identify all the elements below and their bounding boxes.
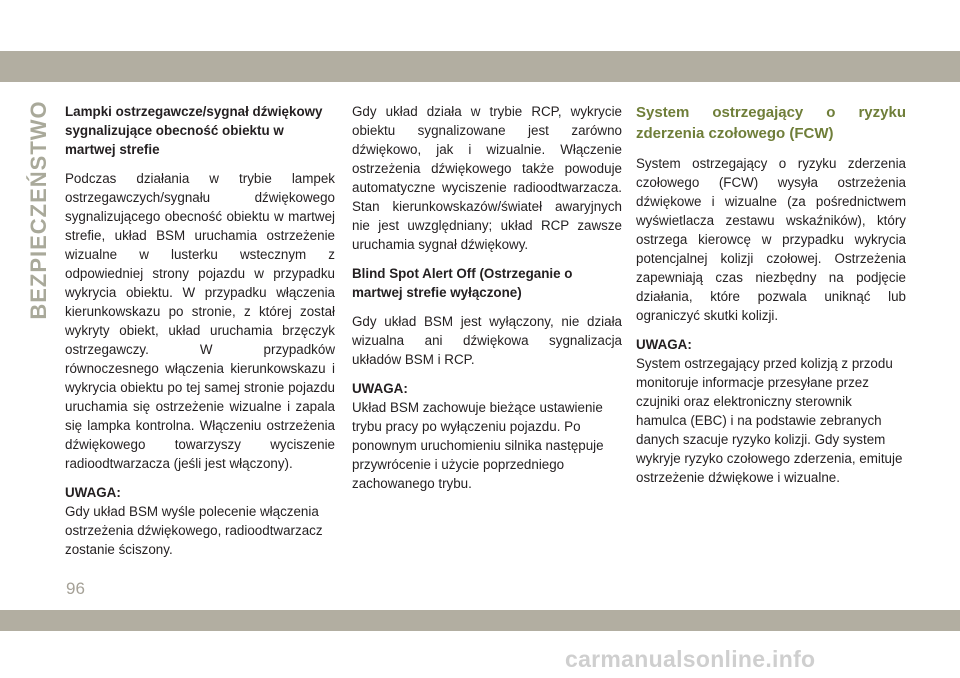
column-1-paragraph: Podczas działania w trybie lampek ostrzegawczych/sygnału dźwiękowego sygnalizującego obecność obiektu w martwej strefie, układ BSM uruchamia ostrzeżenie wizualne w lusterku wstecznym z odpowiedniej strony pojazdu w przypadku wykrycia obiektu. W przypadku włączenia kierunkowskazu po stronie, z której został wykryty obiekt, układ uruchamia brzęczyk ostrzegawczy. W przypadków równoczesnego włączenia kierunkowskazu i wykrycia obiektu po tej samej stronie pojazdu uruchamia się ostrzeżenie wizualne i zapala się lampka kontrolna. Włączeniu ostrzeżenia dźwiękowego towarzyszy wyciszenie radioodtwarzacza (jeśli jest włączony).: [65, 171, 335, 471]
column-2-heading: Blind Spot Alert Off (Ostrzeganie o martwej strefie wyłączone): [352, 266, 573, 300]
column-3-note: System ostrzegający przed kolizją z przodu monitoruje informacje przesyłane przez czujniki oraz elektroniczny sterownik hamulca (EBC) i na podstawie zebranych danych szacuje ryzyko kolizji. Gdy system wykryje ryzyko czołowego zderzenia, emituje ostrzeżenie dźwiękowe i wizualne.: [636, 356, 903, 485]
column-3-paragraph: System ostrzegający o ryzyku zderzenia czołowego (FCW) wysyła ostrzeżenia dźwiękowe i wizualne (za pośrednictwem wyświetlacza zestawu wskaźników), który ostrzega kierowcę w przypadku wykrycia potencjalnej kolizji czołowej. Ostrzeżenia zapewniają czas niezbędny na podjęcie działania, które pozwala uniknąć lub ograniczyć skutki kolizji.: [636, 156, 906, 323]
column-1-heading: Lampki ostrzegawcze/sygnał dźwiękowy sygnalizujące obecność obiektu w martwej strefie: [65, 104, 323, 157]
watermark: carmanualsonline.info: [565, 646, 816, 672]
section-side-tab: [22, 100, 56, 320]
section-side-tab-label: BEZPIECZEŃSTWO: [26, 100, 51, 320]
column-2-note: Układ BSM zachowuje bieżące ustawienie trybu pracy po wyłączeniu pojazdu. Po ponownym uruchomieniu silnika następuje przywrócenie i użycie poprzedniego zachowanego trybu.: [352, 400, 604, 491]
column-3: [636, 102, 906, 497]
column-1-note-label: UWAGA:: [65, 485, 121, 500]
section-title: System ostrzegający o ryzyku zderzenia czołowego (FCW): [636, 104, 906, 142]
column-2-paragraph-2: Gdy układ BSM jest wyłączony, nie działa wizualna ani dźwiękowa sygnalizacja układów BSM i RCP.: [352, 314, 622, 367]
page-number: 96: [66, 579, 85, 598]
header-band: [0, 0, 960, 82]
column-1: [65, 102, 335, 569]
column-3-note-label: UWAGA:: [636, 337, 692, 352]
column-1-note: Gdy układ BSM wyśle polecenie włączenia ostrzeżenia dźwiękowego, radioodtwarzacz zostanie ściszony.: [65, 504, 323, 557]
column-2: [352, 102, 622, 503]
column-2-note-label: UWAGA:: [352, 381, 408, 396]
header-bar: [0, 51, 960, 82]
column-2-paragraph-1: Gdy układ działa w trybie RCP, wykrycie obiektu sygnalizowane jest zarówno dźwiękowo, jak i wizualnie. Włączenie ostrzeżenia dźwiękowego także powoduje automatyczne wyciszenie radioodtwarzacza. Stan kierunkowskazów/świateł awaryjnych nie jest uwzględniany; układ RCP zawsze uruchamia sygnał dźwiękowy.: [352, 104, 622, 252]
footer-bar: [0, 610, 960, 631]
